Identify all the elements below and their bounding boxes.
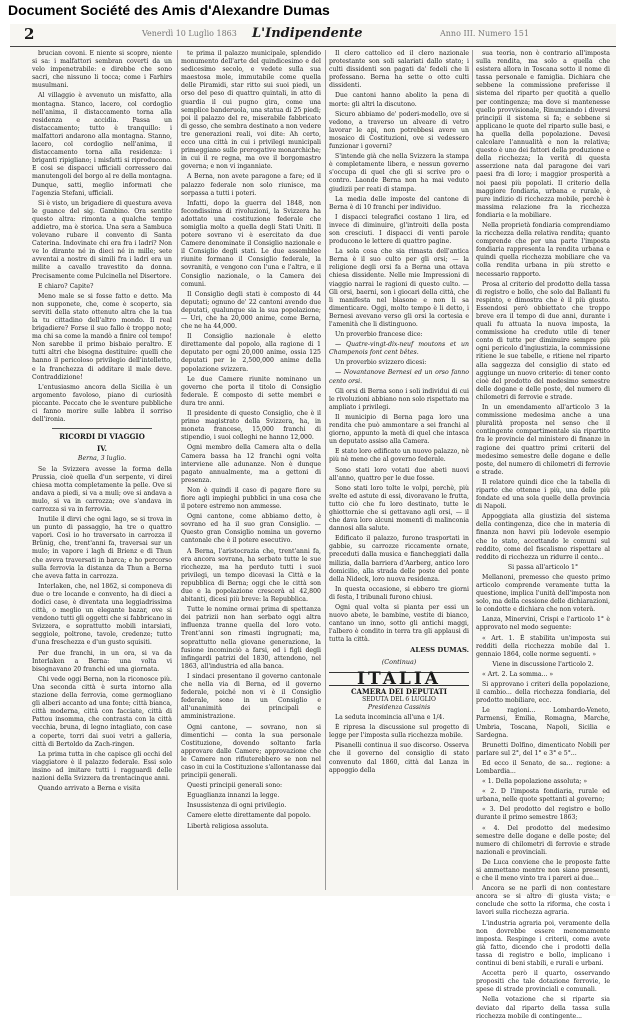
paragraph: S'intende già che nella Svizzera la stampa è completamente libera, e nessun governo s'occupa di quel che gli si scrive pro o contro. Laonde Berna non ha mai veduto giudizii per reati di stampa. [329, 153, 469, 193]
column-divider [177, 50, 178, 890]
paragraph: Meno male se si fosse fatto e detto. Ma non supponete, che, come è scoperto, sia serviti della stato ottenuto altra che la tua la tu cittadino dell'altro mondo. Il real brigadiere? Forse il suo fallo è troppo noto; ma chi sa come la mandò a finire col tempo! Non sarebbe il primo bisbaio peraltro. E tutti altri che bisogna destituire: quelli che hanno il pericoloso privilegio dell'intelletto, e la franchezza di additare il male deve. Contraddizione! [32, 292, 172, 381]
continued-label: (Continua) [381, 657, 417, 666]
paragraph: « 3. Del prodotto del registro e bollo durante il primo semestre 1863; [476, 806, 610, 822]
column-4 [476, 50, 610, 1020]
paragraph: Le due Camere riunite nominano un governo che porta il titolo di Consiglio federale. È composto di sette membri e dura tre anni. [181, 375, 321, 407]
list-item: Insussistenza di ogni privilegio. [187, 802, 287, 810]
page-number: 2 [24, 25, 35, 43]
column-divider [472, 50, 473, 890]
list-item: Eguaglianza innanzi la legge. [187, 792, 280, 800]
paragraph: In un emendamento all'articolo 3 la commissione medesima anche a una pluralità proposta nel senso che il contingente compartimentale sia ripartito fra le provincie del ministero di finanze in ragione dei quattro primi criterii del medesimo semestre delle dogane e delle poste, del numero di chilometri di ferrovie e strade. [476, 404, 610, 476]
dateline: Berna, 3 luglio. [77, 455, 127, 463]
paragraph: Si approvano i criteri della popolazione, il cambio... della ricchezza fondiaria, del prodotto mobiliare, ecc. [476, 681, 610, 705]
paragraph: Lanza, Minervini, Crispi e l'articolo 1° è approvato nel modo seguente: [476, 616, 610, 632]
paragraph: Un proverbio svizzero dicesi: [335, 359, 427, 367]
paragraph: Inutile il dirvi che ogni lago, se si trova in un punto di passaggio, ha tre o quattro vapori. Così io ho traversato in carrozza il Brünig, che, trent'anni fa, traversai sur un mulo; in vapore i lagh di Brienz e di Thun che aveva traversati in barca; e ho percorso sulla ferrovia la distanza da Thun a Berna che aveva fatta in carrozza. [32, 516, 172, 580]
session-presidency: Presidenza Cassinis [367, 703, 431, 711]
paragraph: A Berna, l'aristocrazia che, trent'anni fa, era ancora sovrana, ha serbato tutte le sue ricchezze, ma ha perduto tutti i suoi privilegi, un tempo dicevasi la Città e la repubblica di Berna; oggi che le città son due e la popolazione crescerà al 42,800 abitanti, dicesi più breve: la Repubblica. [181, 547, 321, 604]
paragraph: te prima il palazzo municipale, splendido monumento dell'arte del quindicesimo e del sedicesimo secolo, e vedete sulla sua maestosa mole, immutabile come quella delle Piramidi, star ritto sui suoi piedi, un orso del peso di quattro quintali, in atto di guardia il cui pugno gira, come una semplice banderuola, una statua di 25 piedi; poi il palazzo del re, miserabile fabbricato di gesso, che sembra destinato a non vedere tre generazioni reali, voi dite: Ah certo, ecco una città in cui i privilegi municipali primeggiano sulle prerogative monarchiche; in cui il re regna, ma ove il borgomastro governa; e non vi inganniate. [181, 50, 321, 171]
paragraph: A Berna, non avete paragone a fare; ed il palazzo federale non solo riunisce, ma sorpassa a tutti i poteri. [181, 173, 321, 197]
paragraph: Ogni cantone, — sovrano, non si dimentichi — conta la sua personale Costituzione, dovendo soltanto farla approvare dalle Camere; approvazione che le Camere non rifiuterebbero se non nel caso in cui la Costituzione s'allontanasse dai principii generali. [181, 723, 321, 780]
paragraph: E chiaro? Capite? [38, 282, 94, 290]
article-heading: RICORDI DI VIAGGIO [59, 432, 145, 442]
paragraph: « 4. Del prodotto del medesimo semestre delle dogane e delle poste; del numero di chilometri di ferrovie e strade nazionali e provinciali. [476, 824, 610, 856]
paragraph: Mellanoni, premesso che questo primo articolo comprende veramente tutta la questione, implica l'unità dell'imposta non solo, ma della cessione delle dichiarazioni, le condotte e dichiara che non voterà. [476, 573, 610, 614]
paragraph: Interlaken, che, nel 1862, si componeva di due o tre locande e convento, ha di dieci a dodici case, è diventata una leggiadrissima città, o meglio un elegante bazar, ove si vendono tutti gli oggetti che si fabbricano in Svizzera, e soprattutto mobili intarsiati, seggiole, poltrone, tavole, credenze; tutto d'una freschezza e d'un gusto squisiti. [32, 582, 172, 647]
paragraph: L'entusiasmo ancora della Sicilia è un argomento favoloso, piano di curiosità piccante. Peccato che le sventure pubbliche ci fanno morire sulle labbra il sorriso dell'ironia. [32, 383, 172, 424]
paragraph: « Art. 1. È stabilita un'imposta sui redditi della ricchezza mobile dal 1. gennaio 1864, colle norme seguenti. » [476, 634, 610, 658]
paragraph: Un proverbio francese dice: [335, 331, 423, 339]
session-date: SEDUTA DEL 6 LUGLIO [362, 695, 436, 703]
list-item: Libertà religiosa assoluta. [187, 822, 269, 830]
paragraph: Gli orsi di Berna sono i soli individui di cui le rivoluzioni abbiano non solo rispettato ma ampliato i privilegi. [329, 387, 469, 411]
paragraph: Ed ecco il Senato, de sa... regione: a Lombardia... [476, 759, 610, 775]
paragraph: L'industria agraria poi, veramente della non dovrebbe essere menomamente imposta. Respinge i criterii, come avete già fatto, dicendo che i prodotti della tassa di registro e bollo, implicano i continui di beni stabili, e rurali e urbani. [476, 919, 610, 968]
paragraph: La seduta incomincia all'una e 1/4. [335, 714, 445, 722]
paragraph: Per due franchi, in un ora, si va da Interlaken a Berna: una volta vi bisognavano 20 franchi ed una giornata. [32, 649, 172, 673]
paragraph: Ogni cantone, come abbiamo detto, è sovrano ed ha il suo gran Consiglio. — Questo gran Consiglio nomina un governo cantonale che è il potere esecutivo. [181, 513, 321, 545]
paragraph: In questa occasione, si ebbero tre giorni di festa, I tribunali furono chiusi. [329, 585, 469, 601]
newspaper-page [10, 24, 616, 1020]
section-title-italia: ITALIA [329, 672, 469, 686]
quote: — Novantanove Bernesi ed un orso fanno cento orsi. [329, 369, 469, 385]
paragraph: Brunetti Dolfino, dimenticato Nobili per parlare sul 2°, del 1° e 3° e 5°... [476, 741, 610, 757]
paragraph: Sono stati loro votati due abeti nuovi all'anno, quattro per le due fosse. [329, 466, 469, 482]
paragraph: sua teoria, non è contrario all'imposta sulla rendita, ma solo a quella che esistera allora in Toscana sotto il nome di tassa personale e famiglia. Dichiara che sebbene la commissione preferisse il sistema del riparto per quotità a quello per contingenza; ma dove si mantenesse quello provvisionale, Rinunziando i diversi principii il sistema si fa; e sebbene si applicano le quote del riparto sulle basi, e ha quella della popolazione. Devesi calcolare l'annualità e non la relativa; questo è uno dei fattori della produzione e della ricchezza; la verità di questa asserzione nata dal paragone dei vari paesi fra di loro; i maggior prosperità a noi paesi più popolati. Il criterio della maggiore fondiaria, urbana e rurale, è pure indizio di ricchezza mobile, perchè è massima relazione fra la ricchezza fondiaria e la mobiliare. [476, 50, 610, 219]
paragraph: brucian covoni. E niente si scopre, niente si sa: i malfattori sembran coverti da un velo impenetrabile: e direbbe che sono sacri, che nissuno li tocca; come i Farhirs musulmani. [32, 50, 172, 90]
paragraph: I sindaci presentano il governo cantonale che nella via di Berna, ed il governo federale, poiché non vi è il Consiglio federale, sono in un Consiglio e all'unanimità dei principali e amministrazione. [181, 672, 321, 721]
paragraph: Quando arrivato a Berna e visita [38, 785, 141, 793]
paragraph: Infatti, dopo la guerra del 1848, non fecondissima di rivoluzioni, la Svizzera ha adottato una costituzione federale che somiglia molto a quella degli Stati Uniti. Il potere sovrano vi è esercitato da due Camere denominate il Consiglio nazionale e il Consiglio degli stati. Le due assemblee riunite formano il Consiglio federale, la sovranità, e vengono con l'una e l'altra, e il Consiglio nazionale, o la Camera dei comuni. [181, 199, 321, 288]
column-3 [329, 50, 469, 892]
section-subtitle: CAMERA DEI DEPUTATI [350, 686, 448, 696]
paragraph: Questi principii generali sono: [187, 782, 283, 790]
column-divider [325, 50, 326, 890]
paragraph: « 2. D l'imposta fondiaria, rurale ed urbana, nelle quote spettanti al governo; [476, 788, 610, 804]
quote: — Quatre-vingt-dix-neuf moutons et un Champenois font cent bêtes. [329, 341, 469, 357]
paragraph: Viene in discussione l'articolo 2. [492, 660, 594, 668]
paragraph: Nella proprietà fondiaria comprendiamo la ricchezza della relativa rendita; quanto comprende che per una parte l'imposta fondiaria rappresenta la rendita urbana e quindi quella ricchezza mobiliare che va colla rendita urbana in più stretto e necessario rapporto. [476, 221, 610, 278]
paragraph: Due cantoni hanno abolito la pena di morte: gli altri la discutono. [329, 92, 469, 108]
paragraph: E stato loro edificato un nuovo palazzo, nè più nè meno che al governo federale. [329, 448, 469, 464]
newspaper-title: L'Indipendente [252, 26, 363, 41]
paragraph: Accetta però il quarto, osservando propositi che tale dotazione ferrovie, le spese di strade provinciali e comunali. [476, 970, 610, 994]
paragraph: La sola cosa che sia rimasta dell'antica Berna è il suo culto per gli orsi; — la religione degli orsi fa a Berna una ottava chiesa dissidente. Nelle mie Impressioni di viaggio narrai le ragioni di questo culto. — Gli orsi, baerni, son i giocari della città, che li manifesta nel blasone e non li sa dimenticare. Oggi, molto tempo è li detto, i Bernesi avevano verso gli orsi la cortesia e l'amenità che li distinguono. [329, 248, 469, 328]
paragraph: Chi vede oggi Berna, non la riconosce più. Una seconda città è surta intorno alla stazione della ferrovia, come germogliano gli alberi accanto ad una fonte; città bianca, città moderna, città con facciate, città di Pattou insomma, che contrasta con la città vecchia, bruna, di legno intagliato, con case a coperte, torri dai suoi vetri a galleria, città di Bertoldo da Zach-ringen. [32, 675, 172, 748]
paragraph: Ancora se ne parli di non contestare ancora se si altro di giusta vista; e conclude che sotto la riforma, che costa i lavori sulla ricchezza agraria. [476, 885, 610, 917]
paragraph: Il Consiglio degli stati è composto di 44 deputati; ognuno de' 22 cantoni avendo due deputati, qualunque sia la sua popolazione; — Uri, che ha 20,000 anime, come Berna, che ne ha 44,000. [181, 290, 321, 331]
paragraph: Ogni membro della Camera alta o della Camera bassa ha 12 franchi ogni volta interviene alle adunanze. Non è dunque pagato annualmente, ma a gettoni di presenza. [181, 444, 321, 484]
masthead-issue: Anno III. Numero 151 [440, 29, 529, 38]
paragraph: I dispacci telegrafici costano 1 lira, ed invece di diminuire, gl'introiti della posta son cresciuti. I dispacci di venti parole producono le lettere di quattro pagine. [329, 213, 469, 246]
paragraph: Non è quindi il caso di pagare fiore su fiore agli impieghi pubblici in una cosa che il potere estremo non ammesse. [181, 486, 321, 511]
paragraph: Il relatore quindi dice che la tabella di riparto che ottenne i più, una delle più fondate ed una sola quelle della provincia di Napoli. [476, 478, 610, 511]
paragraph: Il Consiglio nazionale è eletto direttamente dal popolo, alla ragione di 1 deputato per ogni 20,000 anime, ossia 125 deputati per le 2,500,000 anime della popolazione svizzera. [181, 333, 321, 373]
paragraph: Il presidente di questo Consiglio, che è il primo magistrato della Svizzera, ha, in moneta francese, 15,000 franchi di stipendio, i suoi colleghi ne hanno 12,000. [181, 410, 321, 442]
paragraph: Si è visto, un brigadiere di questura aveva le guance del sig. Gambino. Ora sentite questo altra: rimonta a qualche tempo addietro, ma è storica. Una sera a Sambuca volevano rubare il convento di Santa Caterina. Indovinate chi era fra i ladri? Non ve lo dirante né in dieci né in mille; sete avventai a nostre di simili fra i ladri era un milite a cavallo travestito da donna. Precisamente come Pulcinella nel Disertore. [32, 199, 172, 280]
list-item: Camere elette direttamente dal popolo. [187, 812, 311, 820]
article-part-number: IV. [97, 444, 107, 454]
paragraph: Ogni qual volta si pianta per essi un nuovo abete, le bambine, vestite di bianco, cantano un inno, sotto gli antichi maggi, l'albero è condito in terra tra gli applausi di tutta la città. [329, 604, 469, 644]
paragraph: Il clero cattolico ed il clero nazionale protestante son soli salariati dallo stato; i culti dissidenti son pagati da' fedeli che li professano. Berna ha sette o otto culti dissidenti. [329, 50, 469, 90]
paragraph: Si passa all'articolo 1° [507, 563, 579, 571]
column-1 [32, 50, 172, 892]
masthead [10, 24, 616, 47]
document-source-label: Document Société des Amis d'Alexandre Dumas [8, 2, 330, 18]
paragraph: Appoggiata alla giustizia del sistema della contingenza, dice che in materia di finanza non havvi più lodevole esempio che lo stato, accettando le comuni sul reddito, come del fiscalismo rispettare al reddito di ricchezza un ridurre il cento... [476, 513, 610, 561]
paragraph: « Art. 2. La somma... » [482, 670, 554, 678]
paragraph: « 1. Della popolazione assoluta; » [482, 778, 588, 786]
paragraph: Tutte le nomine ormai prima di spettanza dei patrizii non han serbato oggi altra influenza tranne quella del loro voto. Trent'anni son rimasti ingrugnati; ma, soprattutto nella giovane generazione, la fusione incominciò a farsi, ed i figli degli infingardi patrizi del 1830, attendono, nel 1863, all'industria ed alla banca. [181, 606, 321, 670]
paragraph: Se la Svizzera avesse la forma della Prussia, cioè quella d'un serpente, vi direi chiesa motta completamente la pelle. Ove si andava a piedi, si va a muli; ove si andava a mulo, si va in carrozza; ove s'andava in carrozza si va in ferrovia. [32, 465, 172, 513]
paragraph: Sono stati loro tolte le volpi, perchè, più svelte ed astute di essi, divoravano le frutta, tutto ciò che fu loro destinato, tutte le ghiottornie che si gettavano agli orsi, — il che dava loro alcuni momenti di malinconia dannosi alla salute. [329, 484, 469, 533]
column-2 [181, 50, 321, 892]
section-separator [52, 428, 152, 429]
paragraph: Sicuro abbiamo de' poderi-modello, ove si vedono, a traverso un alveare di vetro lavorar le api, non potrebbesi avere un mosaico di Costituzioni, ove si vedessero funzionar i governi? [329, 110, 469, 151]
paragraph: Pisanelli continua il suo discorso. Osserva che il governo del consiglio di stato convenuto dal 1860, città dal Lanza in appoggio della [329, 742, 469, 774]
paragraph: Edificato il palazzo, furono trasportati in gabbie, su carrozze riccamente ornate, preceduti dalla musica e fiancheggiati dalla milizia, dalla barriera d'Aarberg, antico loro domicilio, alla strada delle poste del ponte della Nideck, loro nuova residenza. [329, 535, 469, 583]
paragraph: Prosa al criterio del prodotto della tassa di registro e bollo, che solo dal Ballanti fu respinto, e dimostra che è il più giusto. Essendosi però obbiettato che troppo breve era il tempo di due anni, durante i quali fu attuata la nuova imposta, la commissione ha creduto utile di tener conto di tutte per diminuire sempre più ogni pericolo d'ingiustizia, la commissione ritiene le sue tabelle, e ritiene nel riparto alla saggezza del consiglio di stato ed aggiunge un nuovo criterio: di tener conto cioè del prodotto del medesimo semestre delle dogane e delle poste, del numero di chilometri di ferrovie e strade. [476, 280, 610, 401]
paragraph: De Luca conviene che le proposte fatte si ammettano mentre non siano presenti, e che il meno vinto tra i pareri ai due... [476, 858, 610, 883]
paragraph: Le ragioni... Lombardo-Veneto, Parmensi, Emilia, Romagna, Marche, Umbria, Toscana, Napoli, Sicilia e Sardegna. [476, 707, 610, 739]
masthead-date: Venerdì 10 Luglio 1863 [142, 29, 237, 38]
paragraph: La prima tutta in che capisce gli occhi del viaggiatore è il palazzo federale. Essi solo insino ad imitare tutti i ragguardi delle nazioni della Svizzera da trentacinque anni. [32, 750, 172, 782]
paragraph: Al villaggio è avvenuto un misfatto, alla montagna. Stanco, lacero, col cordoglio nell'anima, il distaccamento torna alla residenza e accidia. Passa un distaccamento; tutto è tranquillo: i malfattori andarono alla montagna. Stanno, lacero, col cordoglio nell'anima, il distaccamento torna alla residenza: i briganti ripigliano; i misfatti si riproducono. E cosi se dispacci ufficiali corressero dai manutengoli del borgo al re della montagna. Dunque, satti, meglio informati che l'agenzia Stefani, ufficiali. [32, 92, 172, 197]
author-signature: ALESS DUMAS. [410, 646, 469, 655]
paragraph: Il municipio di Berna paga loro una rendita che può ammontare a sei franchi al giorno, appunto la metà di quel che intasca un deputato assiso alla Camera. [329, 413, 469, 446]
paragraph: Nella votazione che si riparte sia deviato dal riparto della tassa sulla ricchezza mobile di contingente... [476, 996, 610, 1020]
paragraph: La media delle imposte del cantone di Berna è di 10 franchi per individuo. [329, 195, 469, 211]
paragraph: È ripresa la discussione sul progetto di legge per l'imposta sulla ricchezza mobile. [329, 724, 469, 740]
